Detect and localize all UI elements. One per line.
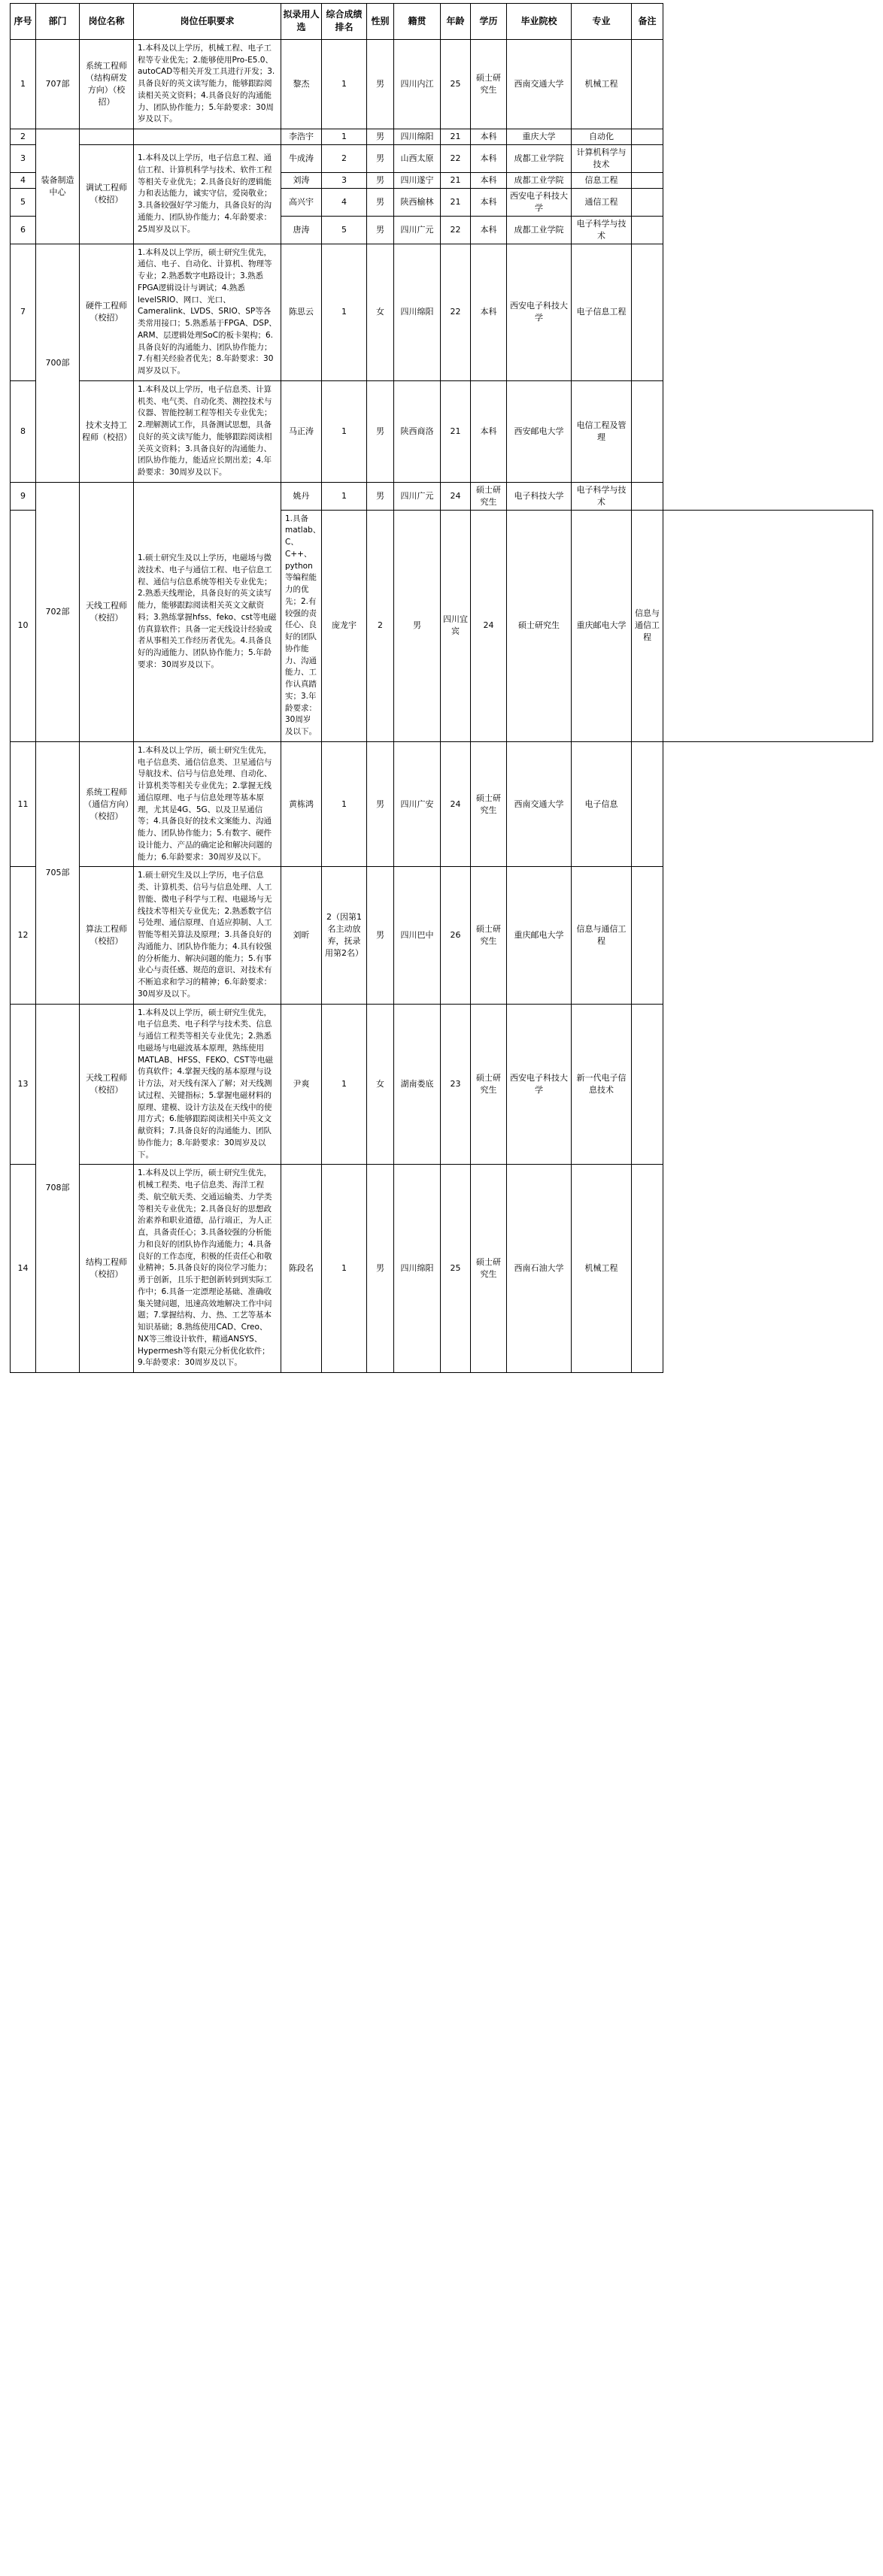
cell-rank: 5 [322,216,367,244]
cell-major: 电子科学与技术 [572,482,632,510]
cell-candidate: 马正涛 [281,380,322,482]
cell-remark [632,867,663,1004]
cell-rank: 3 [322,172,367,188]
cell-position: 调试工程师（校招） [80,144,134,244]
cell-age: 26 [441,867,471,1004]
cell-age: 21 [441,188,471,216]
table-row [11,380,873,482]
cell-candidate: 黄栋鸿 [281,741,322,867]
cell-major: 信息与通信工程 [572,867,632,1004]
header-origin: 籍贯 [394,4,441,40]
cell-education: 硕士研究生 [507,510,572,741]
cell-rank: 1 [322,1165,367,1373]
cell-candidate: 牛成涛 [281,144,322,172]
cell-origin: 四川绵阳 [394,129,441,145]
cell-school: 成都工业学院 [507,216,572,244]
cell-position: 系统工程师（通信方向）（校招） [80,741,134,867]
cell-gender: 男 [367,188,394,216]
cell-no: 12 [11,867,36,1004]
cell-major: 电子信息工程 [572,244,632,380]
cell-rank: 2（因第1名主动放弃，抚录用第2名） [322,867,367,1004]
cell-rank: 2 [322,144,367,172]
header-rank: 综合成绩排名 [322,4,367,40]
cell-age: 22 [441,144,471,172]
cell-no: 10 [11,510,36,741]
cell-remark [632,216,663,244]
cell-education: 本科 [471,188,507,216]
cell-origin: 山西太原 [394,144,441,172]
cell-school: 重庆大学 [507,129,572,145]
cell-position [80,129,134,145]
cell-education: 本科 [471,216,507,244]
header-remark: 备注 [632,4,663,40]
header-major: 专业 [572,4,632,40]
table-row [11,482,873,510]
table-row [11,144,873,172]
cell-gender: 男 [367,867,394,1004]
cell-requirement [134,129,281,145]
cell-no: 3 [11,144,36,172]
cell-major: 信息与通信工程 [632,510,663,741]
cell-school: 重庆邮电大学 [572,510,632,741]
cell-gender: 男 [367,1165,394,1373]
cell-remark [632,39,663,129]
cell-school: 西南交通大学 [507,741,572,867]
cell-age: 24 [441,482,471,510]
cell-education: 硕士研究生 [471,867,507,1004]
cell-gender: 男 [394,510,441,741]
cell-candidate: 陈思云 [281,244,322,380]
cell-gender: 男 [367,216,394,244]
cell-gender: 男 [367,380,394,482]
cell-age: 22 [441,216,471,244]
cell-education: 本科 [471,244,507,380]
cell-candidate: 刘昕 [281,867,322,1004]
header-dept: 部门 [36,4,80,40]
cell-major: 电子科学与技术 [572,216,632,244]
cell-gender: 男 [367,482,394,510]
cell-remark [632,1004,663,1165]
cell-candidate: 庞龙宇 [322,510,367,741]
cell-rank: 2 [367,510,394,741]
table-row [11,39,873,129]
cell-gender: 男 [367,172,394,188]
cell-requirement: 1.本科及以上学历，电子信息工程、通信工程、计算机科学与技术、软件工程等相关专业优先；2.具备良好的逻辑能力和表达能力，诚实守信，爱岗敬业；3.具备较强好学习能力，具备良好的沟通能力、团队协作能力；4.年龄要求：25周岁及以下。 [134,144,281,244]
table-row [11,867,873,1004]
cell-origin: 四川广元 [394,216,441,244]
cell-candidate: 尹爽 [281,1004,322,1165]
cell-no: 2 [11,129,36,145]
cell-gender: 男 [367,144,394,172]
cell-dept: 装备制造中心 [36,129,80,244]
cell-no: 6 [11,216,36,244]
cell-major: 自动化 [572,129,632,145]
cell-origin: 四川巴中 [394,867,441,1004]
cell-major: 新一代电子信息技术 [572,1004,632,1165]
header-requirement: 岗位任职要求 [134,4,281,40]
cell-gender: 男 [367,129,394,145]
cell-major: 机械工程 [572,39,632,129]
cell-major: 通信工程 [572,188,632,216]
cell-remark [632,741,663,867]
table-row [11,1165,873,1373]
cell-remark [632,144,663,172]
cell-school: 西安邮电大学 [507,380,572,482]
cell-no: 4 [11,172,36,188]
cell-age: 23 [441,1004,471,1165]
cell-requirement: 1.本科及以上学历，硕士研究生优先，机械工程类、电子信息类、海洋工程类、航空航天类、交通运输类、力学类等相关专业优先；2.具备良好的思想政治素养和职业道德，品行端正，为人正直，具备责任心；3.具备较强的分析能力和良好的团队协作沟通能力；4.具备良好的工作态度，积极的任责任心和敬业精神；5.具备良好的岗位学习能力；勇于创新，且乐于把创新转到到实际工作中；6.具备一定漂理论基础、准确收集关键问题，迅速高效地解决工作中问题；7.掌握结构、力、热、工艺等基本知识基础；8.熟练使用CAD、Creo、NX等三维设计软件，精通ANSYS、Hypermesh等有限元分析优化软件；9.年龄要求：30周岁及以下。 [134,1165,281,1373]
cell-position: 系统工程师（结构研发方向）（校招） [80,39,134,129]
cell-origin: 四川绵阳 [394,1165,441,1373]
cell-origin: 四川绵阳 [394,244,441,380]
cell-origin: 陕西榆林 [394,188,441,216]
cell-gender: 女 [367,1004,394,1165]
header-no: 序号 [11,4,36,40]
cell-remark [632,380,663,482]
table-header-row [11,4,873,40]
cell-school: 电子科技大学 [507,482,572,510]
cell-remark [632,129,663,145]
cell-requirement: 1.具备matlab、C、C++、python等编程能力的优先；2.有较强的责任心、良好的团队协作能力、沟通能力、工作认真踏实；3.年龄要求：30周岁及以下。 [281,510,322,741]
cell-gender: 女 [367,244,394,380]
table-row [11,129,873,145]
cell-no: 11 [11,741,36,867]
header-education: 学历 [471,4,507,40]
cell-age: 21 [441,380,471,482]
cell-rank: 1 [322,39,367,129]
cell-age: 21 [441,172,471,188]
cell-education: 本科 [471,380,507,482]
cell-rank: 1 [322,244,367,380]
cell-no: 14 [11,1165,36,1373]
cell-rank: 1 [322,380,367,482]
cell-candidate: 刘涛 [281,172,322,188]
cell-requirement: 1.本科及以上学历，机械工程、电子工程等专业优先；2.能够使用Pro-E5.0、autoCAD等相关开发工具进行开发；3.具备良好的英文读写能力，能够跟踪阅读相关英文资料；4.具备良好的沟通能力、团队协作能力；5.年龄要求：30周岁及以下。 [134,39,281,129]
cell-requirement: 1.硕士研究生及以上学历，电磁场与微波技术、电子与通信工程、电子信息工程、通信与信息系统等相关专业优先；2.熟悉天线理论，具备良好的英文读写能力，能够跟踪阅读相关英文文献资料；3.熟练掌握hfss、feko、cst等电磁仿真算软件；具备一定天线设计经验或者从事相关工作经历者优先。4.具备良好的沟通能力、团队协作能力；5.年龄要求：30周岁及以下。 [134,482,281,741]
cell-age: 21 [441,129,471,145]
cell-rank: 1 [322,482,367,510]
cell-school: 成都工业学院 [507,144,572,172]
cell-origin: 四川宜宾 [441,510,471,741]
table-row [11,244,873,380]
cell-remark [632,244,663,380]
cell-school: 重庆邮电大学 [507,867,572,1004]
cell-education: 硕士研究生 [471,741,507,867]
cell-candidate: 黎杰 [281,39,322,129]
cell-major: 电子信息 [572,741,632,867]
cell-candidate: 唐涛 [281,216,322,244]
cell-age: 24 [471,510,507,741]
cell-position: 天线工程师（校招） [80,1004,134,1165]
cell-origin: 四川广安 [394,741,441,867]
cell-dept: 707部 [36,39,80,129]
recruitment-table [10,3,873,1373]
cell-rank: 1 [322,1004,367,1165]
cell-major: 电信工程及管理 [572,380,632,482]
cell-position: 天线工程师（校招） [80,482,134,741]
cell-dept: 702部 [36,482,80,741]
cell-position: 结构工程师（校招） [80,1165,134,1373]
cell-age: 24 [441,741,471,867]
cell-no: 8 [11,380,36,482]
cell-school: 西安电子科技大学 [507,244,572,380]
cell-requirement: 1.本科及以上学历，硕士研究生优先，电子信息类、通信信息类、卫星通信与导航技术、信号与信息处理、自动化、计算机类等相关专业优先；2.掌握无线通信原理、电子与信息处理等基本原理，尤其是4G、5G、以及卫星通信等；4.具备良好的技术文案能力、沟通能力、团队协作能力；5.有数字、硬件设计能力、产品的确定论和解决问题的能力；6.年龄要求：30周岁及以下。 [134,741,281,867]
cell-origin: 湖南娄底 [394,1004,441,1165]
header-school: 毕业院校 [507,4,572,40]
cell-major: 机械工程 [572,1165,632,1373]
cell-remark [632,482,663,510]
cell-rank: 1 [322,129,367,145]
cell-remark [632,172,663,188]
cell-education: 本科 [471,129,507,145]
cell-position: 算法工程师（校招） [80,867,134,1004]
cell-remark [632,188,663,216]
cell-requirement: 1.本科及以上学历，电子信息类、计算机类、电气类、自动化类、测控技术与仪器、智能控制工程等相关专业优先；2.理解测试工作，具备测试思想，具备良好的英文读写能力，能够跟踪阅读相关英文资料；3.具备良好的沟通能力、团队协作能力，能适应长期出差；4.年龄要求：30周岁及以下。 [134,380,281,482]
cell-origin: 四川内江 [394,39,441,129]
cell-no: 7 [11,244,36,380]
cell-no: 9 [11,482,36,510]
header-gender: 性别 [367,4,394,40]
cell-education: 本科 [471,172,507,188]
cell-requirement: 1.本科及以上学历，硕士研究生优先，电子信息类、电子科学与技术类、信息与通信工程类等相关专业优先；2.熟悉电磁场与电磁波基本原理，熟练使用MATLAB、HFSS、FEKO、CST等电磁仿真软件；4.掌握天线的基本原理与设计方法，对天线有深入了解；对天线测试过程、关键指标；5.掌握电磁材料的原理、建模、设计方法及在天线中的使用方式；6.能够跟踪阅读相关中英文文献资料；7.具备良好的沟通能力、团队协作能力；8.年龄要求：30周岁及以下。 [134,1004,281,1165]
cell-age: 25 [441,1165,471,1373]
cell-candidate: 姚丹 [281,482,322,510]
cell-requirement: 1.本科及以上学历，硕士研究生优先，通信、电子、自动化、计算机、物理等专业；2.熟悉数字电路设计；3.熟悉FPGA逻辑设计与调试；4.熟悉levelSRIO、网口、光口、Cameralink、LVDS、SRIO、SP等各类常用接口；5.熟悉基于FPGA、DSP、ARM、层逻辑处理SoC的板卡架构；6.具备良好的沟通能力、团队协作能力；7.有相关经验者优先；8.年龄要求：30周岁及以下。 [134,244,281,380]
cell-school: 西安电子科技大学 [507,188,572,216]
cell-origin: 陕西商洛 [394,380,441,482]
cell-remark [663,510,873,741]
cell-dept: 705部 [36,741,80,1004]
cell-candidate: 高兴宇 [281,188,322,216]
cell-dept: 708部 [36,1004,80,1373]
cell-candidate: 陈段名 [281,1165,322,1373]
cell-education: 本科 [471,144,507,172]
cell-origin: 四川遂宁 [394,172,441,188]
cell-school: 成都工业学院 [507,172,572,188]
cell-remark [632,1165,663,1373]
cell-age: 25 [441,39,471,129]
cell-origin: 四川广元 [394,482,441,510]
cell-requirement: 1.硕士研究生及以上学历，电子信息类、计算机类、信号与信息处理、人工智能、微电子科学与工程、电磁场与无线技术等相关专业优先；2.熟悉数字信号处理、通信原理、自适应抑制、人工智能等相关算法及原理；3.具备良好的沟通能力、团队协作能力；4.具有较强的分析能力、解决问题的能力；5.有事业心与责任感、规范的意识、对技术有不断追求和学习的精神；6.年龄要求：30周岁及以下。 [134,867,281,1004]
cell-education: 硕士研究生 [471,39,507,129]
cell-candidate: 李浩宇 [281,129,322,145]
cell-gender: 男 [367,741,394,867]
cell-rank: 1 [322,741,367,867]
cell-age: 22 [441,244,471,380]
table-row [11,1004,873,1165]
cell-education: 硕士研究生 [471,482,507,510]
cell-major: 计算机科学与技术 [572,144,632,172]
cell-school: 西南石油大学 [507,1165,572,1373]
cell-no: 1 [11,39,36,129]
header-age: 年龄 [441,4,471,40]
table-body [11,39,873,1372]
header-candidate: 拟录用人选 [281,4,322,40]
table-row [11,741,873,867]
cell-school: 西安电子科技大学 [507,1004,572,1165]
cell-education: 硕士研究生 [471,1165,507,1373]
cell-no: 5 [11,188,36,216]
cell-rank: 4 [322,188,367,216]
cell-school: 西南交通大学 [507,39,572,129]
cell-dept: 700部 [36,244,80,482]
cell-position: 硬件工程师（校招） [80,244,134,380]
cell-major: 信息工程 [572,172,632,188]
cell-no: 13 [11,1004,36,1165]
header-position: 岗位名称 [80,4,134,40]
cell-position: 技术支持工程师（校招） [80,380,134,482]
cell-education: 硕士研究生 [471,1004,507,1165]
cell-gender: 男 [367,39,394,129]
